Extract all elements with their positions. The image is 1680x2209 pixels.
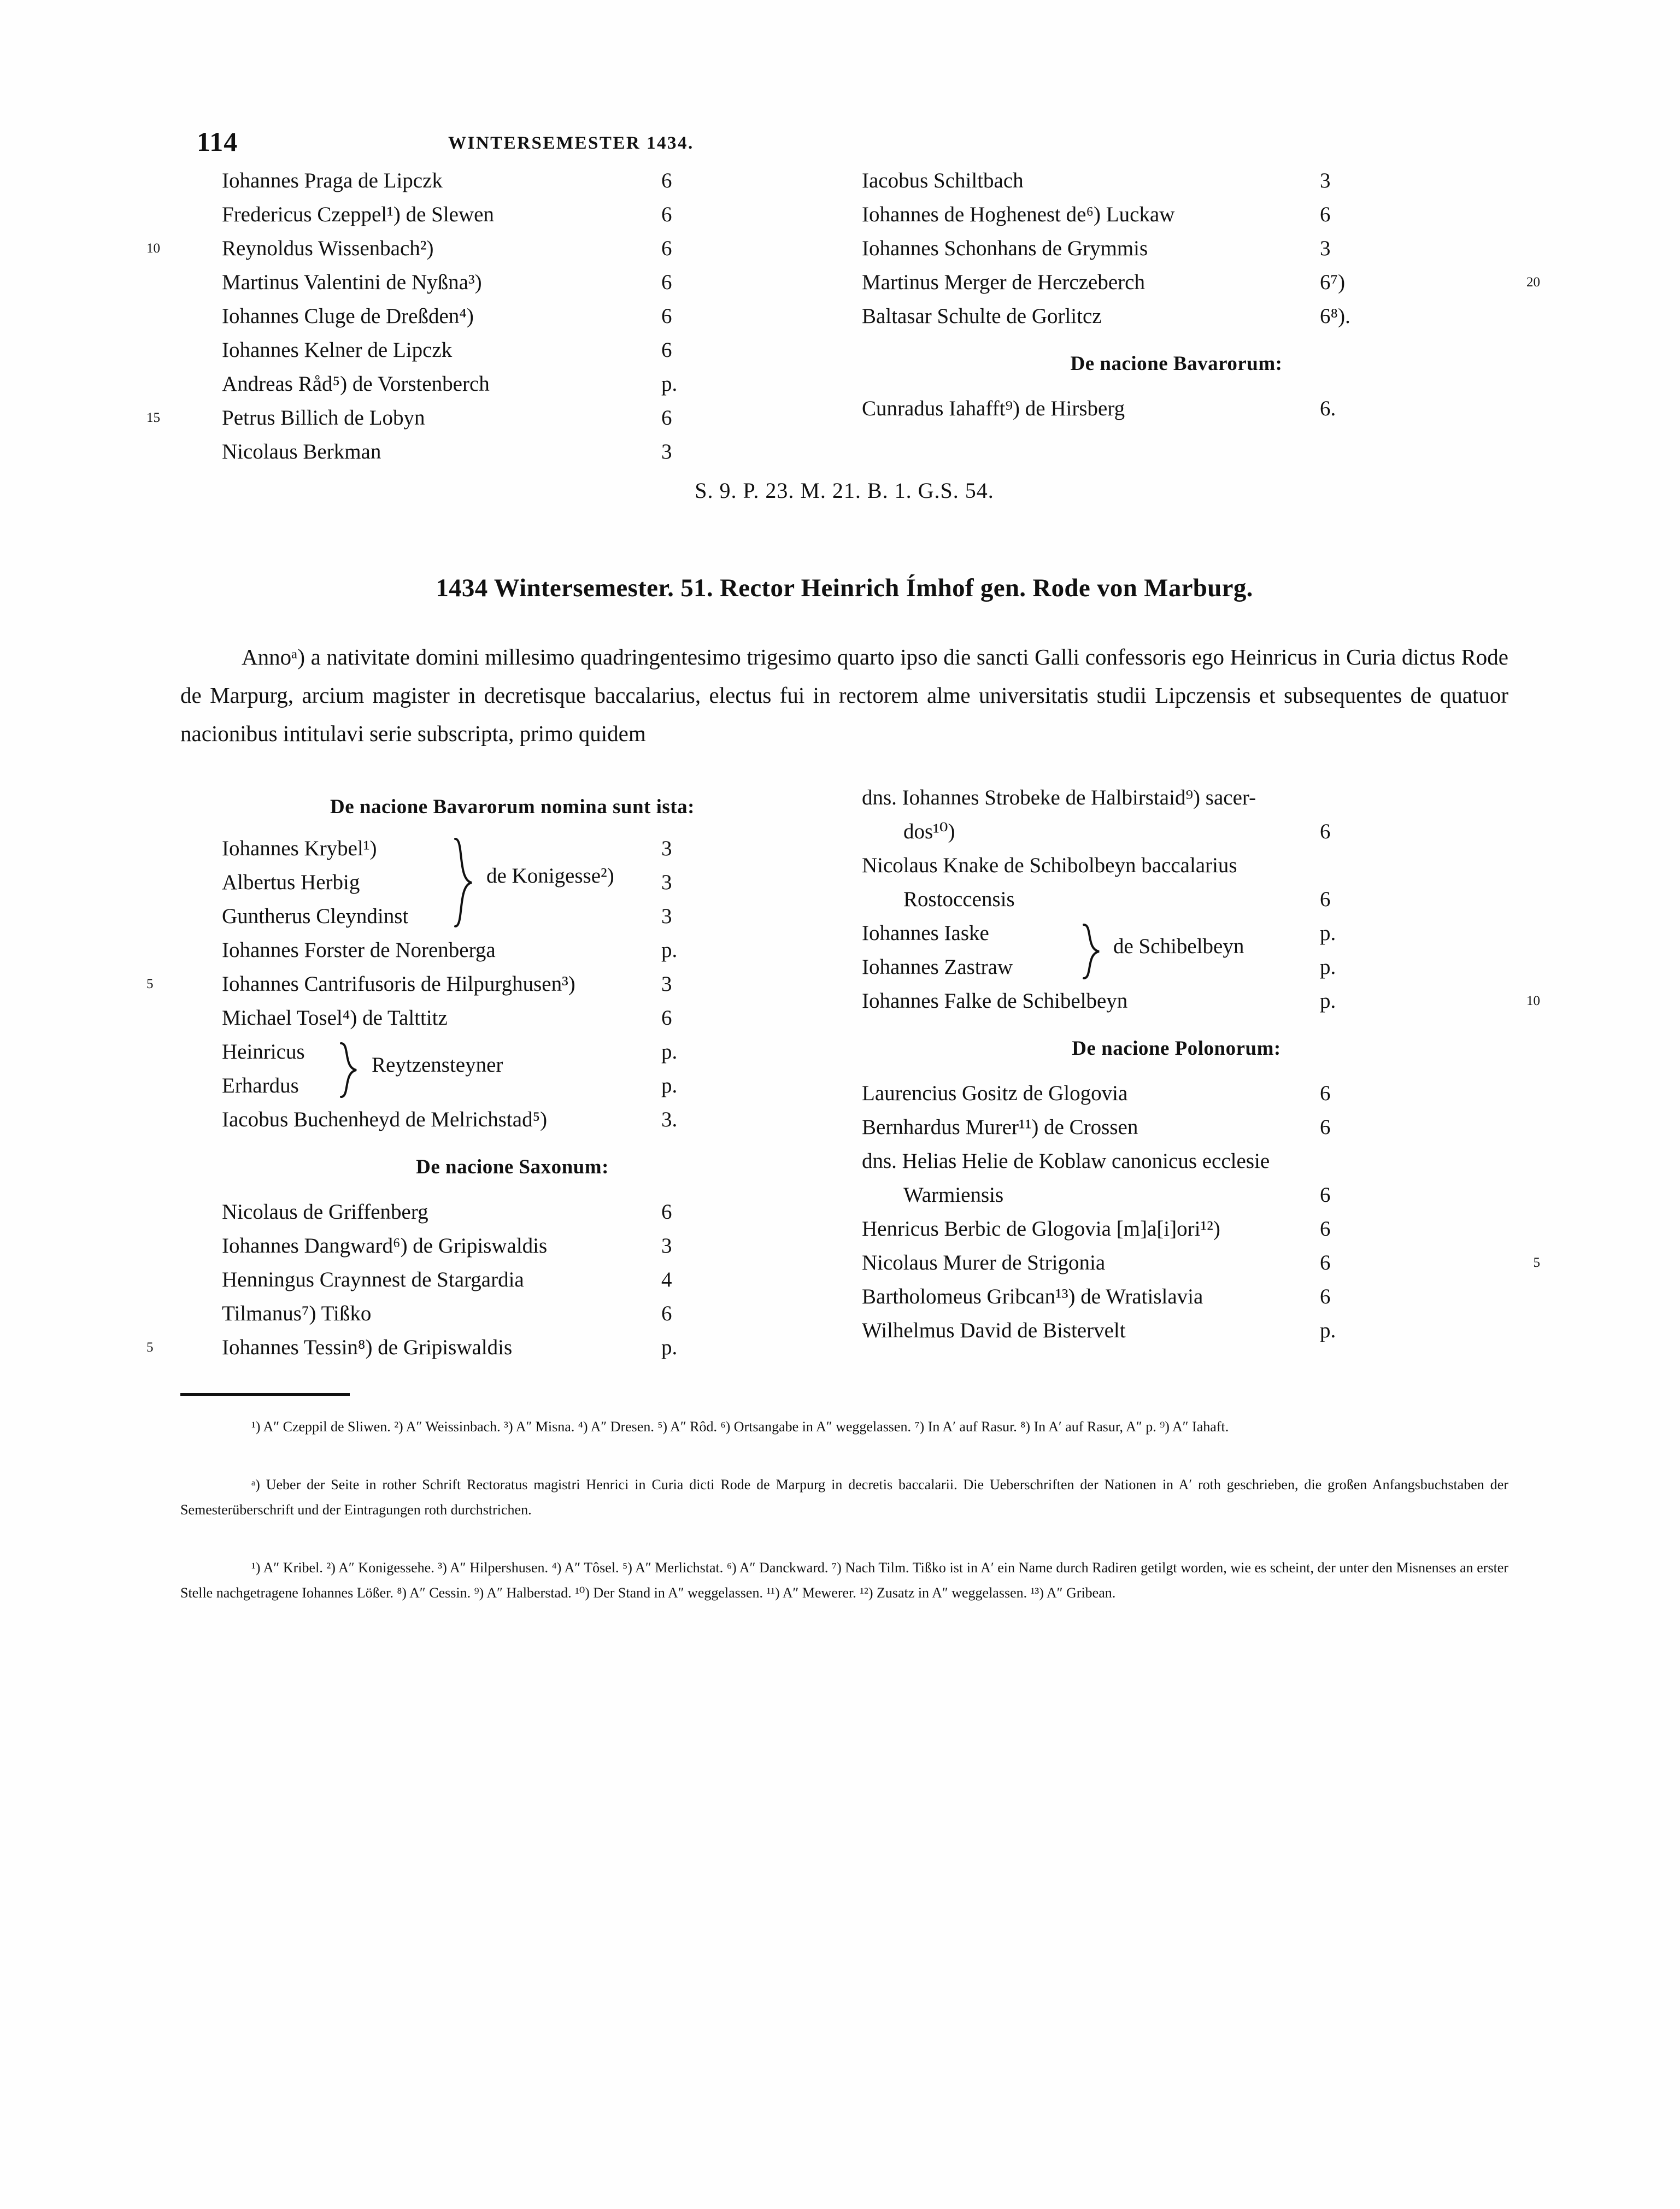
entry-value: 3 [661,904,672,928]
line-number: 20 [1526,275,1540,290]
footnote-gap [180,1458,1508,1472]
entry-name: Cunradus Iahafft⁹) de Hirsberg [862,397,1125,420]
lower-entry-columns [146,781,1540,1365]
entry-value: 6 [1320,1217,1331,1241]
entry-row [180,299,844,333]
rector-declaration-paragraph: Annoᵃ) a nativitate domini millesimo quadringentesimo trigesimo quarto ipso die sancti Galli confessoris ego Heinricus in Curia dictus Rode de Marpurg, arcium magister in decretisque baccalarius, electus fui in rectorem alme universitatis studii Lipczensis et subsequentes de quatuor nacionibus intitulavi serie subscripta, primo quidem [180,644,1508,746]
entry-name: Guntherus Cleyndinst [222,904,409,928]
entry-name: Iacobus Schiltbach [862,169,1024,192]
entry-row-continuation [844,883,1508,916]
entry-name: Petrus Billich de Lobyn [222,406,425,430]
entry-row [180,333,844,367]
brace-group-konigesse [180,832,844,933]
entry-name: dns. Iohannes Strobeke de Halbirstaid⁹) sacer- [862,786,1256,809]
entry-name: Michael Tosel⁴) de Talttitz [222,1006,448,1030]
entry-value: 6 [661,406,672,430]
entry-row-wrapped [844,849,1508,883]
line-number: 5 [1533,1255,1540,1270]
footnote-block-second-apparatus: ¹) A″ Kribel. ²) A″ Konigessehe. ³) A″ Hilpershusen. ⁴) A″ Tôsel. ⁵) A″ Merlichstat. ⁶) A″ Danckward. ⁷) Nach Tilm. Tißko ist in A′ ein Name durch Radiren getilgt worden, wie es scheint, der unter den Misnenses an erster Stelle nachgetragene Iohannes Lößer. ⁸) A″ Cessin. ⁹) A″ Halberstad. ¹⁰) Der Stand in A″ weggelassen. ¹¹) A″ Mewerer. ¹²) Zusatz in A″ weggelassen. ¹³) A″ Gribean. [180,1560,1508,1601]
entry-row [180,1229,844,1263]
entry-name-continuation: dos¹⁰) [903,820,955,843]
entry-row [180,198,844,232]
entry-value: p. [1320,921,1336,945]
entry-name: Nicolaus de Griffenberg [222,1200,428,1224]
entry-value: p. [661,1040,678,1064]
entry-name: Iohannes Dangward⁶) de Gripiswaldis [222,1234,548,1258]
entry-value: 6 [661,304,672,328]
entry-name: Iohannes Forster de Norenberga [222,938,496,962]
entry-row [180,367,844,401]
entry-value: 6 [661,338,672,362]
entry-row [146,232,844,266]
entry-value: 6 [661,237,672,260]
entry-value: p. [1320,955,1336,979]
entry-row [146,967,844,1001]
footnote-block-first-apparatus: ¹) A″ Czeppil de Sliwen. ²) A″ Weissinbach. ³) A″ Misna. ⁴) A″ Dresen. ⁵) A″ Rôd. ⁶) Ortsangabe in A″ weggelassen. ⁷) In A′ auf Rasur. ⁸) In A′ auf Rasur, A″ p. ⁹) A″ Iahaft. [251,1419,1229,1435]
footnote-block-rubric-note: ᵃ) Ueber der Seite in rother Schrift Rectoratus magistri Henrici in Curia dicti Rode de Marpurg in decretis baccalarii. Die Ueberschriften der Nationen in A′ roth geschrieben, die großen Anfangsbuchstaben der Semesterüberschrift und der Eintragungen roth durchstrichen. [180,1477,1508,1518]
entry-name: dns. Helias Helie de Koblaw canonicus ecclesie [862,1149,1270,1173]
entry-value: 6 [661,203,672,226]
line-number: 15 [146,410,160,425]
entry-row-continuation [844,815,1508,849]
line-number: 5 [146,1340,154,1355]
entry-value: 3 [661,972,672,996]
entry-row [180,1263,844,1297]
entry-name: Iohannes Cluge de Dreßden⁴) [222,304,474,328]
entry-row [844,1246,1540,1280]
brace-group-reytzensteyner [180,1035,844,1103]
entry-row [844,299,1508,333]
entry-name: Nicolaus Knake de Schibolbeyn baccalarius [862,854,1237,877]
entry-row [180,1035,844,1069]
entry-name: Iohannes Falke de Schibelbeyn [862,989,1128,1013]
entry-value: 6 [1320,888,1331,911]
entry-value: 6 [1320,1183,1331,1207]
entry-name: Iohannes Schonhans de Grymmis [862,237,1148,260]
nation-heading-bavarorum: De nacione Bavarorum nomina sunt ista: [330,796,695,818]
entry-name: Iohannes Krybel¹) [222,837,377,860]
entry-name: Henningus Craynnest de Stargardia [222,1268,524,1291]
entry-row [844,1280,1508,1314]
entry-value: 3 [661,837,672,860]
entry-name: Wilhelmus David de Bistervelt [862,1319,1126,1342]
entry-value: p. [661,938,678,962]
entry-name: Reynoldus Wissenbach²) [222,237,434,260]
top-left-column [146,164,844,469]
nation-heading-bavarorum-top: De nacione Bavarorum: [1070,352,1283,375]
entry-value: 6 [661,169,672,192]
entry-name: Laurencius Gositz de Glogovia [862,1082,1128,1105]
entry-value: p. [661,1336,678,1359]
entry-value: 6⁷) [1320,271,1346,294]
semester-summary: S. 9. P. 23. M. 21. B. 1. G.S. 54. [695,478,994,503]
entry-row [844,392,1508,426]
footnote-gap [180,1541,1508,1555]
entry-value: 6 [1320,203,1331,226]
entry-value: 3. [661,1108,678,1131]
entry-row-wrapped [844,781,1508,815]
entry-name-continuation: Rostoccensis [903,888,1015,911]
brace-group-schibelbeyn [844,916,1508,984]
line-number: 5 [146,977,154,991]
entry-row [146,1331,844,1365]
entry-value: 3 [661,871,672,894]
entry-row [180,435,844,469]
entry-value: 3 [1320,237,1331,260]
entry-name: Iohannes Zastraw [862,955,1013,979]
entry-row [844,1111,1508,1144]
entry-value: p. [1320,1319,1336,1342]
entry-row [844,164,1508,198]
entry-row [844,984,1540,1018]
entry-name: Bernhardus Murer¹¹) de Crossen [862,1115,1138,1139]
entry-name: Iohannes Kelner de Lipczk [222,338,453,362]
entry-value: 6 [661,271,672,294]
entry-name: Heinricus [222,1040,305,1064]
entry-value: 6 [661,1200,672,1224]
entry-row [180,1069,844,1103]
top-entry-columns [146,164,1540,469]
lower-left-column [146,781,844,1365]
entry-row [844,232,1508,266]
entry-name: Erhardus [222,1074,299,1097]
top-right-column [844,164,1540,469]
entry-value: p. [661,372,678,396]
entry-row-wrapped [844,1144,1508,1178]
entry-name: Martinus Merger de Herczeberch [862,271,1145,294]
entry-name: Fredericus Czeppel¹) de Slewen [222,203,494,226]
entry-value: 6 [1320,1251,1331,1274]
brace-label-reytzensteyner: Reytzensteyner [372,1053,503,1077]
entry-row [180,1297,844,1331]
running-head [180,126,1508,164]
entry-value: 6 [1320,820,1331,843]
lower-right-column [844,781,1540,1365]
running-head-title: WINTERSEMESTER 1434. [448,133,694,153]
entry-value: 3 [661,1234,672,1258]
brace-label-schibelbeyn: de Schibelbeyn [1113,935,1244,958]
entry-row [180,933,844,967]
entry-value: 6 [661,1302,672,1325]
folio-number: 114 [197,126,238,157]
entry-value: p. [661,1074,678,1097]
entry-row-continuation [844,1178,1508,1212]
entry-name: Albertus Herbig [222,871,360,894]
page-body [146,126,1540,1624]
entry-name: Iohannes Iaske [862,921,989,945]
nation-heading-polonorum: De nacione Polonorum: [1072,1037,1281,1060]
entry-row [146,401,844,435]
entry-name: Bartholomeus Gribcan¹³) de Wratislavia [862,1285,1203,1308]
entry-row [844,1314,1508,1348]
brace-label-konigesse: de Konigesse²) [486,864,614,888]
entry-name: Iohannes Cantrifusoris de Hilpurghusen³) [222,972,575,996]
entry-row [180,900,844,933]
entry-value: 6 [1320,1115,1331,1139]
entry-name: Nicolaus Murer de Strigonia [862,1251,1106,1274]
entry-value: 6 [1320,1082,1331,1105]
line-number: 10 [1526,994,1540,1008]
entry-row [180,266,844,299]
entry-row [180,1001,844,1035]
entry-row [844,1212,1508,1246]
line-number: 10 [146,241,160,256]
entry-value: 6 [661,1006,672,1030]
entry-name: Nicolaus Berkman [222,440,381,463]
entry-name: Iohannes Praga de Lipczk [222,169,443,192]
entry-value: 6. [1320,397,1336,420]
entry-name: Henricus Berbic de Glogovia [m]a[i]ori¹²) [862,1217,1220,1241]
nation-heading-saxonum: De nacione Saxonum: [416,1156,609,1178]
entry-row [180,1103,844,1137]
entry-name: Iohannes de Hoghenest de⁶) Luckaw [862,203,1175,226]
entry-row [844,1077,1508,1111]
entry-row [180,164,844,198]
footnote-separator-rule [180,1393,350,1396]
entry-value: p. [1320,989,1336,1013]
entry-name: Iohannes Tessin⁸) de Gripiswaldis [222,1336,513,1359]
entry-value: 4 [661,1268,672,1291]
entry-row [844,266,1540,299]
entry-name-continuation: Warmiensis [903,1183,1004,1207]
entry-name: Baltasar Schulte de Gorlitcz [862,304,1102,328]
entry-row [844,198,1508,232]
entry-name: Martinus Valentini de Nyßna³) [222,271,482,294]
entry-value: 3 [1320,169,1331,192]
entry-value: 6⁸). [1320,304,1350,328]
entry-value: 6 [1320,1285,1331,1308]
entry-name: Tilmanus⁷) Tißko [222,1302,372,1325]
entry-name: Iacobus Buchenheyd de Melrichstad⁵) [222,1108,548,1131]
entry-row [180,832,844,866]
entry-name: Andreas Råd⁵) de Vorstenberch [222,372,490,396]
entry-value: 3 [661,440,672,463]
semester-rubric: 1434 Wintersemester. 51. Rector Heinrich Ímhof gen. Rode von Marburg. [436,574,1253,602]
entry-row [180,1195,844,1229]
